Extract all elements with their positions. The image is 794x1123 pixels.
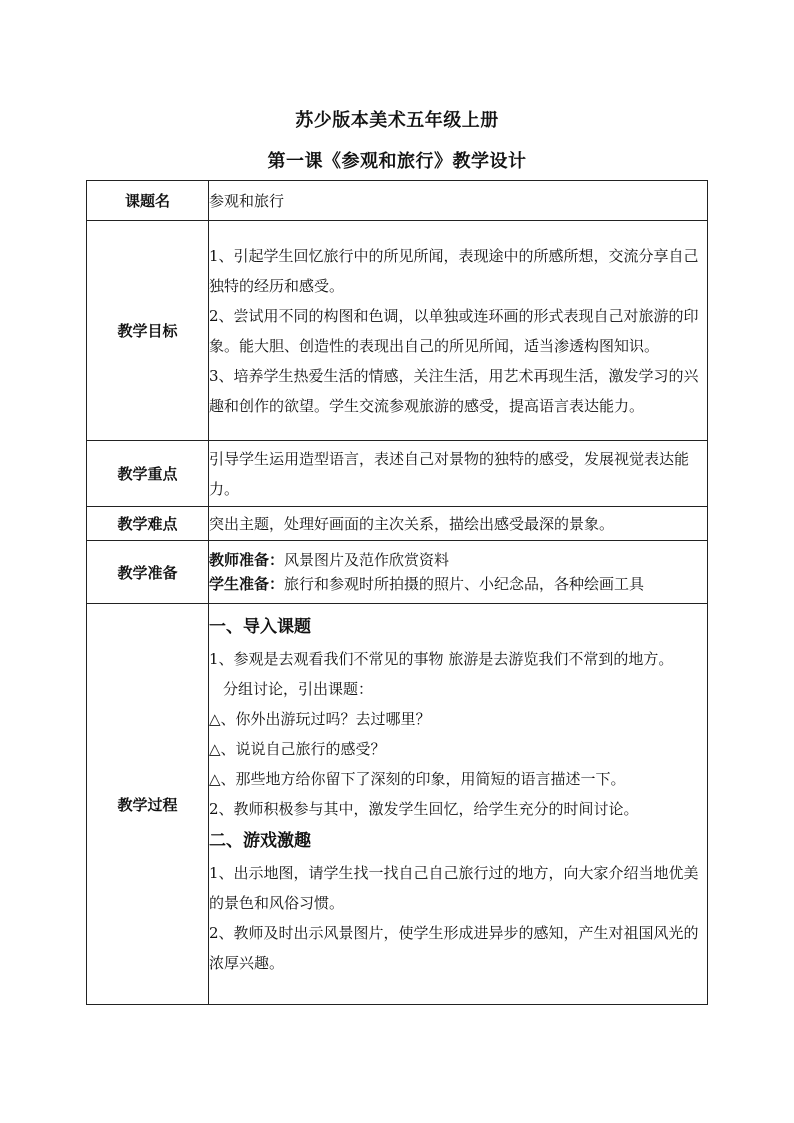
process-content xyxy=(209,604,708,1005)
difficulties-value: 突出主题，处理好画面的主次关系，描绘出感受最深的景象。 xyxy=(209,507,708,541)
goal-item: 2、尝试用不同的构图和色调，以单独或连环画的形式表现自己对旅游的印象。能大胆、创造性的表现出自己的所见所闻，适当渗透构图知识。 xyxy=(209,306,699,355)
lesson-plan-table xyxy=(86,180,708,1005)
document-subtitle: 第一课《参观和旅行》教学设计 xyxy=(267,151,527,172)
table-row xyxy=(87,507,708,541)
process-item: 2、教师积极参与其中，激发学生回忆，给学生充分的时间讨论。 xyxy=(209,800,639,818)
student-prep-line xyxy=(209,572,707,596)
process-item: 分组讨论，引出课题： xyxy=(223,680,374,698)
table-row xyxy=(87,181,708,221)
process-item: △、那些地方给你留下了深刻的印象，用简短的语言描述一下。 xyxy=(209,770,626,788)
topic-label: 课题名 xyxy=(87,181,209,221)
process-item: △、你外出游玩过吗？去过哪里？ xyxy=(209,710,431,728)
table-row xyxy=(87,441,708,507)
table-row xyxy=(87,604,708,1005)
student-prep-label: 学生准备： xyxy=(209,575,285,593)
document-title: 苏少版本美术五年级上册 xyxy=(295,110,499,131)
table-row xyxy=(87,541,708,604)
preparation-content xyxy=(209,541,708,604)
goals-label: 教学目标 xyxy=(87,221,209,441)
table-row xyxy=(87,221,708,441)
section-heading: 一、导入课题 xyxy=(209,617,311,637)
student-prep-value: 旅行和参观时所拍摄的照片、小纪念品，各种绘画工具 xyxy=(284,575,645,593)
topic-value: 参观和旅行 xyxy=(209,181,708,221)
process-item: △、说说自己旅行的感受？ xyxy=(209,740,386,758)
section-heading: 二、游戏激趣 xyxy=(209,831,311,851)
teacher-prep-label: 教师准备： xyxy=(209,551,285,569)
teacher-prep-value: 风景图片及范作欣赏资料 xyxy=(284,551,450,569)
preparation-label: 教学准备 xyxy=(87,541,209,604)
process-item: 1、参观是去观看我们不常见的事物 旅游是去游览我们不常到的地方。 xyxy=(209,650,674,668)
key-points-value: 引导学生运用造型语言，表述自己对景物的独特的感受，发展视觉表达能力。 xyxy=(209,441,708,507)
teacher-prep-line xyxy=(209,548,707,572)
process-item: 1、出示地图，请学生找一找自己自己旅行过的地方，向大家介绍当地优美的景色和风俗习惯。 xyxy=(209,864,699,912)
difficulties-label: 教学难点 xyxy=(87,507,209,541)
process-item: 2、教师及时出示风景图片，使学生形成进异步的感知，产生对祖国风光的浓厚兴趣。 xyxy=(209,924,699,972)
key-points-label: 教学重点 xyxy=(87,441,209,507)
goals-content xyxy=(209,221,708,441)
goal-item: 3、培养学生热爱生活的情感，关注生活，用艺术再现生活，激发学习的兴趣和创作的欲望。学生交流参观旅游的感受，提高语言表达能力。 xyxy=(209,366,699,415)
process-label: 教学过程 xyxy=(87,604,209,1005)
goal-item: 1、引起学生回忆旅行中的所见所闻，表现途中的所感所想，交流分享自己独特的经历和感受。 xyxy=(209,246,699,295)
